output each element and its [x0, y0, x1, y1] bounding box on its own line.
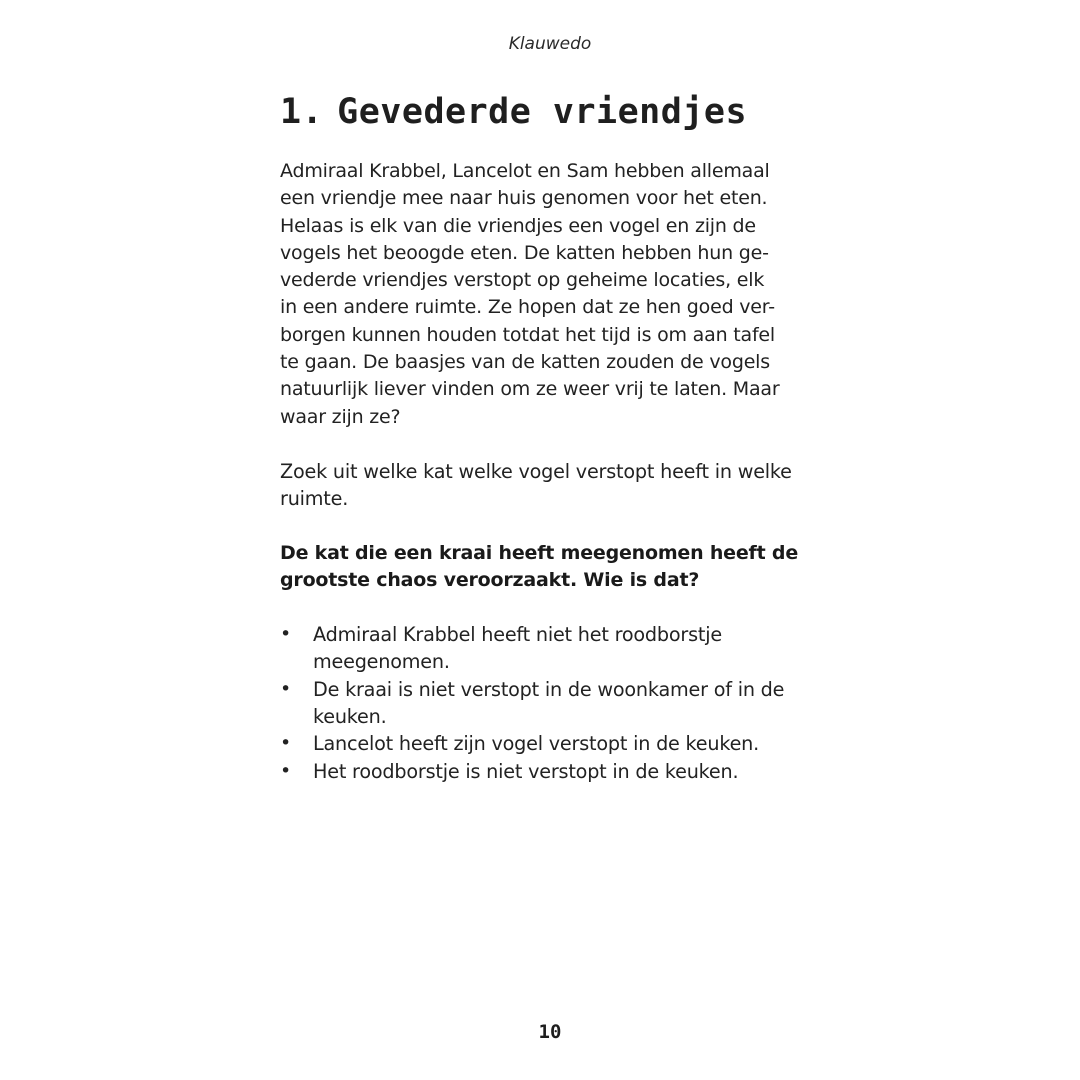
question-line: De kat die een kraai heeft meegenomen heeft de	[280, 541, 799, 564]
bullet-icon: •	[280, 732, 292, 755]
intro-line: natuurlijk liever vinden om ze weer vrij te laten. Maar	[280, 378, 780, 401]
running-header: Klauwedo	[508, 34, 592, 54]
intro-line: waar zijn ze?	[280, 405, 401, 428]
intro-line: borgen kunnen houden totdat het tijd is om aan tafel	[280, 323, 776, 346]
intro-line: Admiraal Krabbel, Lancelot en Sam hebben allemaal	[280, 160, 770, 182]
intro-line: een vriendje mee naar huis genomen voor het eten.	[280, 187, 768, 210]
bullet-icon: •	[280, 623, 292, 646]
bullet-icon: •	[280, 677, 292, 700]
clue-item	[280, 621, 810, 676]
intro-line: vederde vriendjes verstopt op geheime locaties, elk	[280, 269, 765, 292]
intro-line: in een andere ruimte. Ze hopen dat ze hen goed ver-	[280, 296, 775, 319]
chapter-number: 1.	[280, 92, 324, 132]
clue-line: Admiraal Krabbel heeft niet het roodborstje	[313, 623, 722, 647]
intro-line: te gaan. De baasjes van de katten zouden de vogels	[280, 351, 770, 374]
clue-list	[280, 621, 810, 785]
chapter-title-text: Gevederde vriendjes	[337, 92, 748, 132]
intro-line: vogels het beoogde eten. De katten hebben hun ge-	[280, 241, 769, 264]
intro-paragraph	[280, 158, 810, 431]
task-line: ruimte.	[280, 487, 349, 511]
task-paragraph	[280, 458, 810, 513]
question-paragraph	[280, 540, 810, 595]
chapter-title	[280, 88, 810, 136]
clue-line: keuken.	[313, 705, 387, 729]
clue-item	[280, 730, 810, 757]
clue-line: meegenomen.	[313, 650, 450, 674]
paragraph-spacer	[280, 513, 810, 540]
intro-line: Helaas is elk van die vriendjes een vogel en zijn de	[280, 214, 756, 237]
question-line: grootste chaos veroorzaakt. Wie is dat?	[280, 568, 700, 591]
task-line: Zoek uit welke kat welke vogel verstopt heeft in welke	[280, 459, 792, 483]
clue-item	[280, 676, 810, 731]
page-number: 10	[538, 1021, 562, 1043]
paragraph-spacer	[280, 594, 810, 621]
bullet-icon: •	[280, 759, 292, 782]
clue-line: Het roodborstje is niet verstopt in de keuken.	[313, 759, 739, 783]
clue-item	[280, 758, 810, 785]
clue-line: De kraai is niet verstopt in de woonkamer of in de	[313, 677, 785, 701]
clue-line: Lancelot heeft zijn vogel verstopt in de keuken.	[313, 732, 760, 756]
paragraph-spacer	[280, 431, 810, 458]
page-content	[280, 88, 810, 785]
